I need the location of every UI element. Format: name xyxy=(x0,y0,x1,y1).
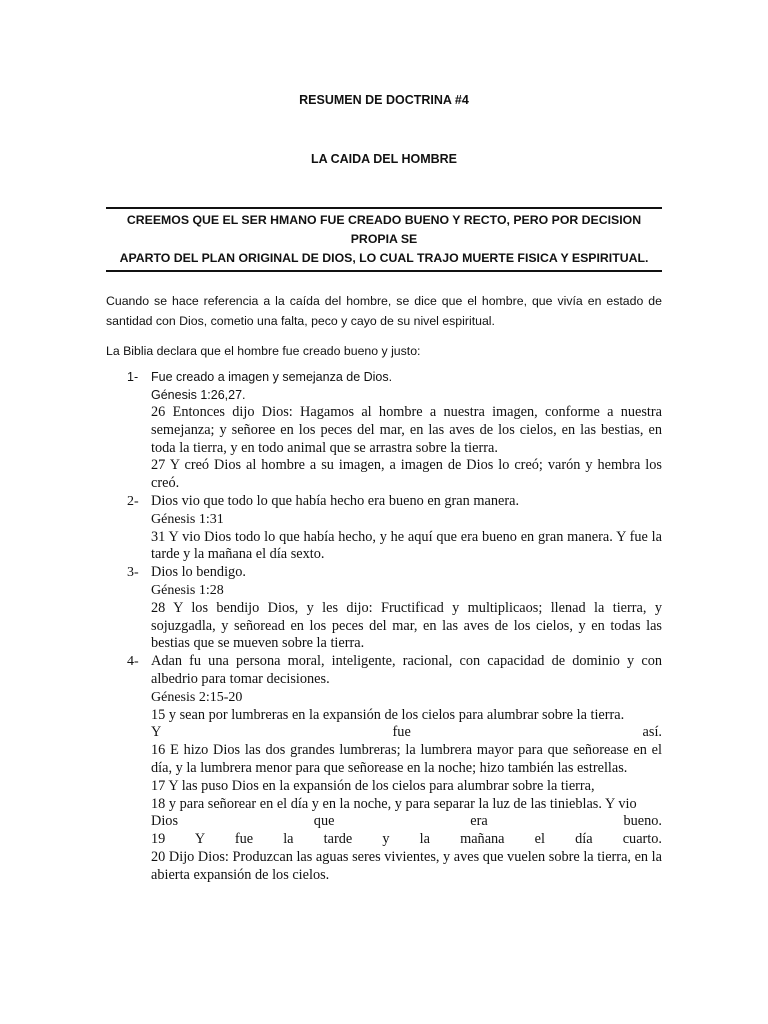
item-point: Adan fu una persona moral, inteligente, racional, con capacidad de dominio y con albedrio para tomar decisiones. xyxy=(151,653,662,687)
verse: 15 y sean por lumbreras en la expansión de los cielos para alumbrar sobre la tierra. xyxy=(151,706,625,723)
scripture-reference: Génesis 1:26,27. xyxy=(151,388,246,402)
item-point: Dios lo bendigo. xyxy=(151,564,246,581)
list-item-1 xyxy=(106,368,662,493)
verse: 19 Y fue la tarde y la mañana el día cuarto. xyxy=(151,831,662,848)
verse: 18 y para señorear en el día y en la noche, y para separar la luz de las tinieblas. Y vio xyxy=(151,795,637,812)
list-item-4 xyxy=(106,653,662,884)
verse: 16 E hizo Dios las dos grandes lumbreras; la lumbrera mayor para que señorease en el día, y la lumbrera menor para que señorease en la noche; hizo también las estrellas. xyxy=(151,742,662,776)
verse: Y fue así. xyxy=(151,724,662,741)
list-item-2 xyxy=(106,493,662,564)
list-number: 1- xyxy=(127,370,139,384)
verse: 26 Entonces dijo Dios: Hagamos al hombre a nuestra imagen, conforme a nuestra semejanza; y señoree en los peces del mar, en las aves de los cielos, en las bestias, en toda la tierra, y en todo animal que se arrastra sobre la tierra. xyxy=(151,404,662,456)
verse: 31 Y vio Dios todo lo que había hecho, y he aquí que era bueno en gran manera. Y fue la tarde y la mañana el día sexto. xyxy=(151,528,662,563)
numbered-list xyxy=(106,368,662,885)
scripture-reference: Génesis 1:31 xyxy=(151,511,224,527)
scripture-reference: Génesis 2:15-20 xyxy=(151,689,243,705)
intro-paragraph: Cuando se hace referencia a la caída del hombre, se dice que el hombre, que vivía en estado de santidad con Dios, cometio una falta, peco y cayo de su nivel espiritual. xyxy=(106,294,662,328)
list-number: 3- xyxy=(127,565,139,581)
verse: 20 Dijo Dios: Produzcan las aguas seres vivientes, y aves que vuelen sobre la tierra, en la abierta expansión de los cielos. xyxy=(151,848,662,883)
verse: Dios que era bueno. xyxy=(151,813,662,830)
statement-line-1: CREEMOS QUE EL SER HMANO FUE CREADO BUENO Y RECTO, PERO POR DECISION PROPIA SE xyxy=(126,213,642,246)
list-number: 2- xyxy=(127,493,139,509)
verse: 27 Y creó Dios al hombre a su imagen, a imagen de Dios lo creó; varón y hembra los creó. xyxy=(151,457,662,492)
doctrine-statement xyxy=(106,207,662,272)
lead-paragraph: La Biblia declara que el hombre fue creado bueno y justo: xyxy=(106,344,421,358)
doc-subtitle: LA CAIDA DEL HOMBRE xyxy=(310,152,458,166)
list-item-3 xyxy=(106,564,662,653)
item-point: Dios vio que todo lo que había hecho era bueno en gran manera. xyxy=(151,492,520,509)
verse: 17 Y las puso Dios en la expansión de los cielos para alumbrar sobre la tierra, xyxy=(151,777,595,794)
list-number: 4- xyxy=(127,654,139,670)
scripture-reference: Génesis 1:28 xyxy=(151,582,224,598)
statement-line-2: APARTO DEL PLAN ORIGINAL DE DIOS, LO CUAL TRAJO MUERTE FISICA Y ESPIRITUAL. xyxy=(119,251,649,265)
item-point: Fue creado a imagen y semejanza de Dios. xyxy=(151,370,393,384)
verse: 28 Y los bendijo Dios, y les dijo: Fructificad y multiplicaos; llenad la tierra, y sojuzgadla, y señoread en los peces del mar, en las aves de los cielos, y en todas las bestias que se mueven sobre la tierra. xyxy=(151,599,662,652)
doc-title: RESUMEN DE DOCTRINA #4 xyxy=(299,93,469,107)
